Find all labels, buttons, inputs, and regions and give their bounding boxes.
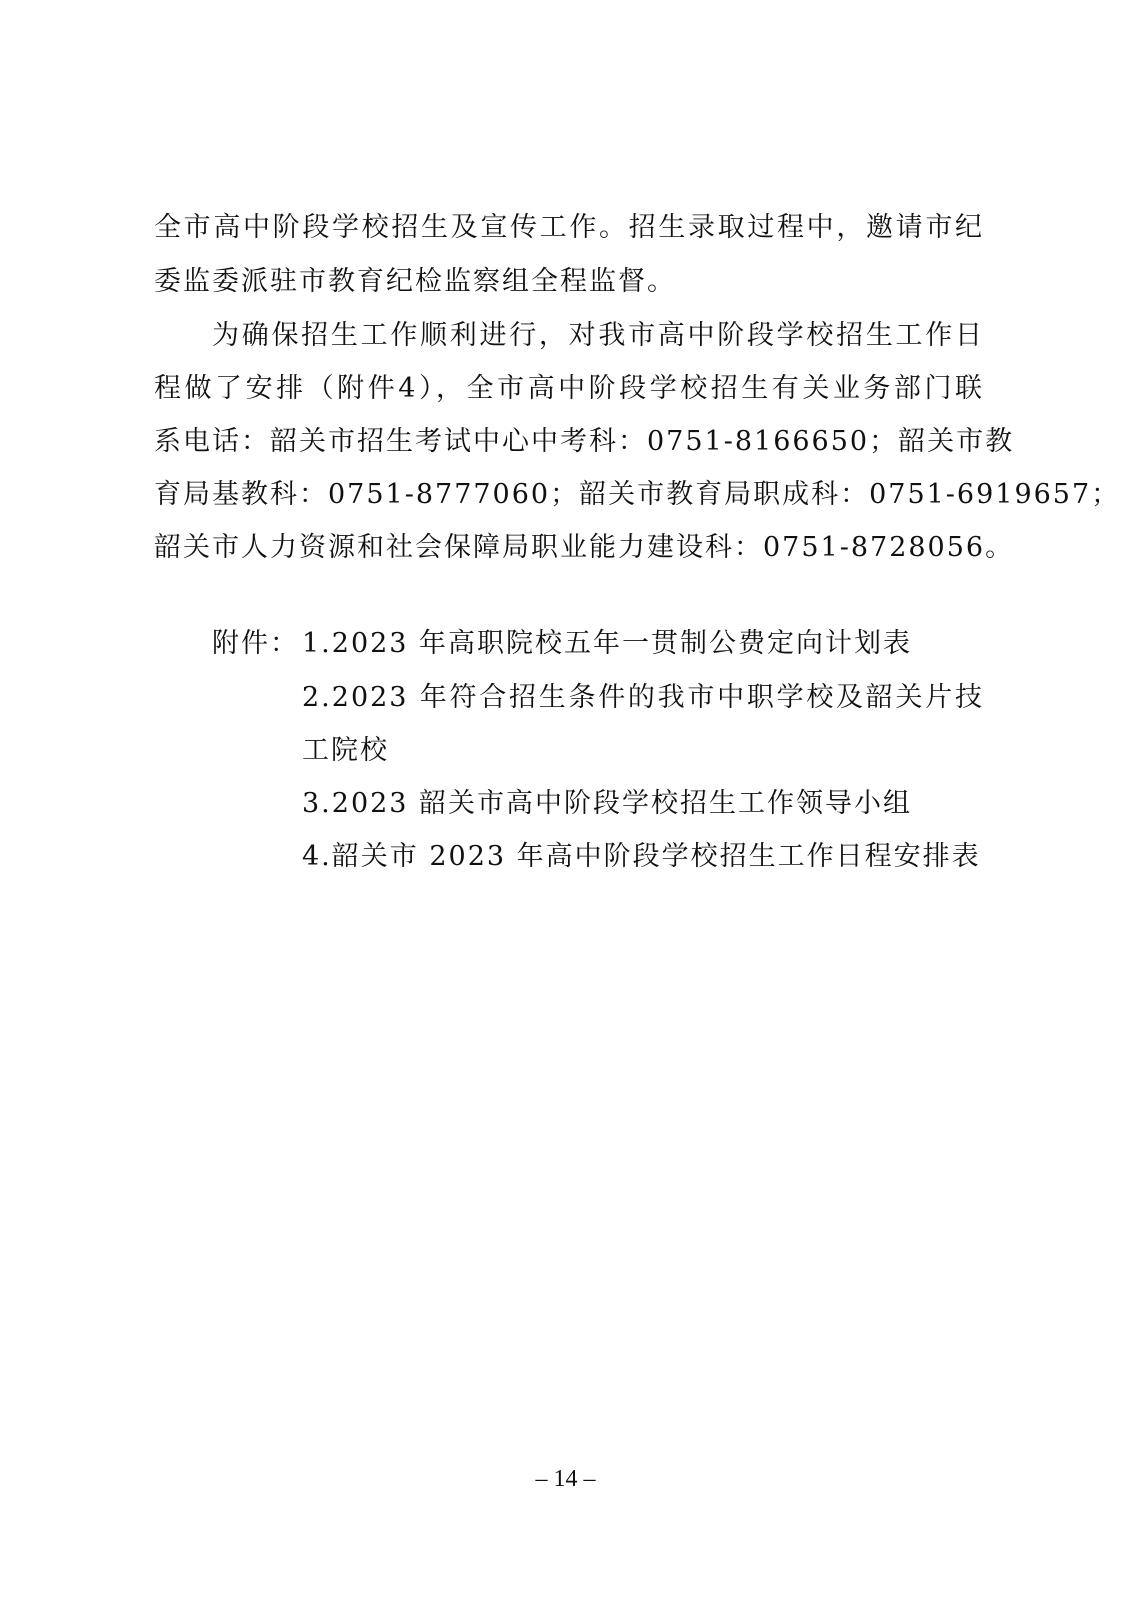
attachments-label: 附件： [212,628,299,659]
paragraph-line: 委监委派驻市教育纪检监察组全程监督。 [154,266,676,297]
attachment-item: 2.2023 年符合招生条件的我市中职学校及韶关片技 [302,682,984,713]
paragraph-line: 程做了安排（附件4），全市高中阶段学校招生有关业务部门联 [154,373,984,404]
attachment-item: 1.2023 年高职院校五年一贯制公费定向计划表 [302,628,913,659]
attachment-item: 3.2023 韶关市高中阶段学校招生工作领导小组 [302,788,913,819]
paragraph-line: 育局基教科：0751-8777060；韶关市教育局职成科：0751-6919657； [154,479,1121,510]
paragraph-line: 全市高中阶段学校招生及宣传工作。招生录取过程中，邀请市纪 [154,212,984,243]
page-number: – 14 – [535,1466,596,1492]
attachment-item: 4.韶关市 2023 年高中阶段学校招生工作日程安排表 [302,841,981,872]
paragraph-line: 系电话：韶关市招生考试中心中考科：0751-8166650；韶关市教 [154,426,1015,457]
paragraph-line: 韶关市人力资源和社会保障局职业能力建设科：0751-8728056。 [154,532,1015,563]
paragraph-line: 为确保招生工作顺利进行，对我市高中阶段学校招生工作日 [212,320,984,351]
attachment-item-continued: 工院校 [302,735,389,766]
